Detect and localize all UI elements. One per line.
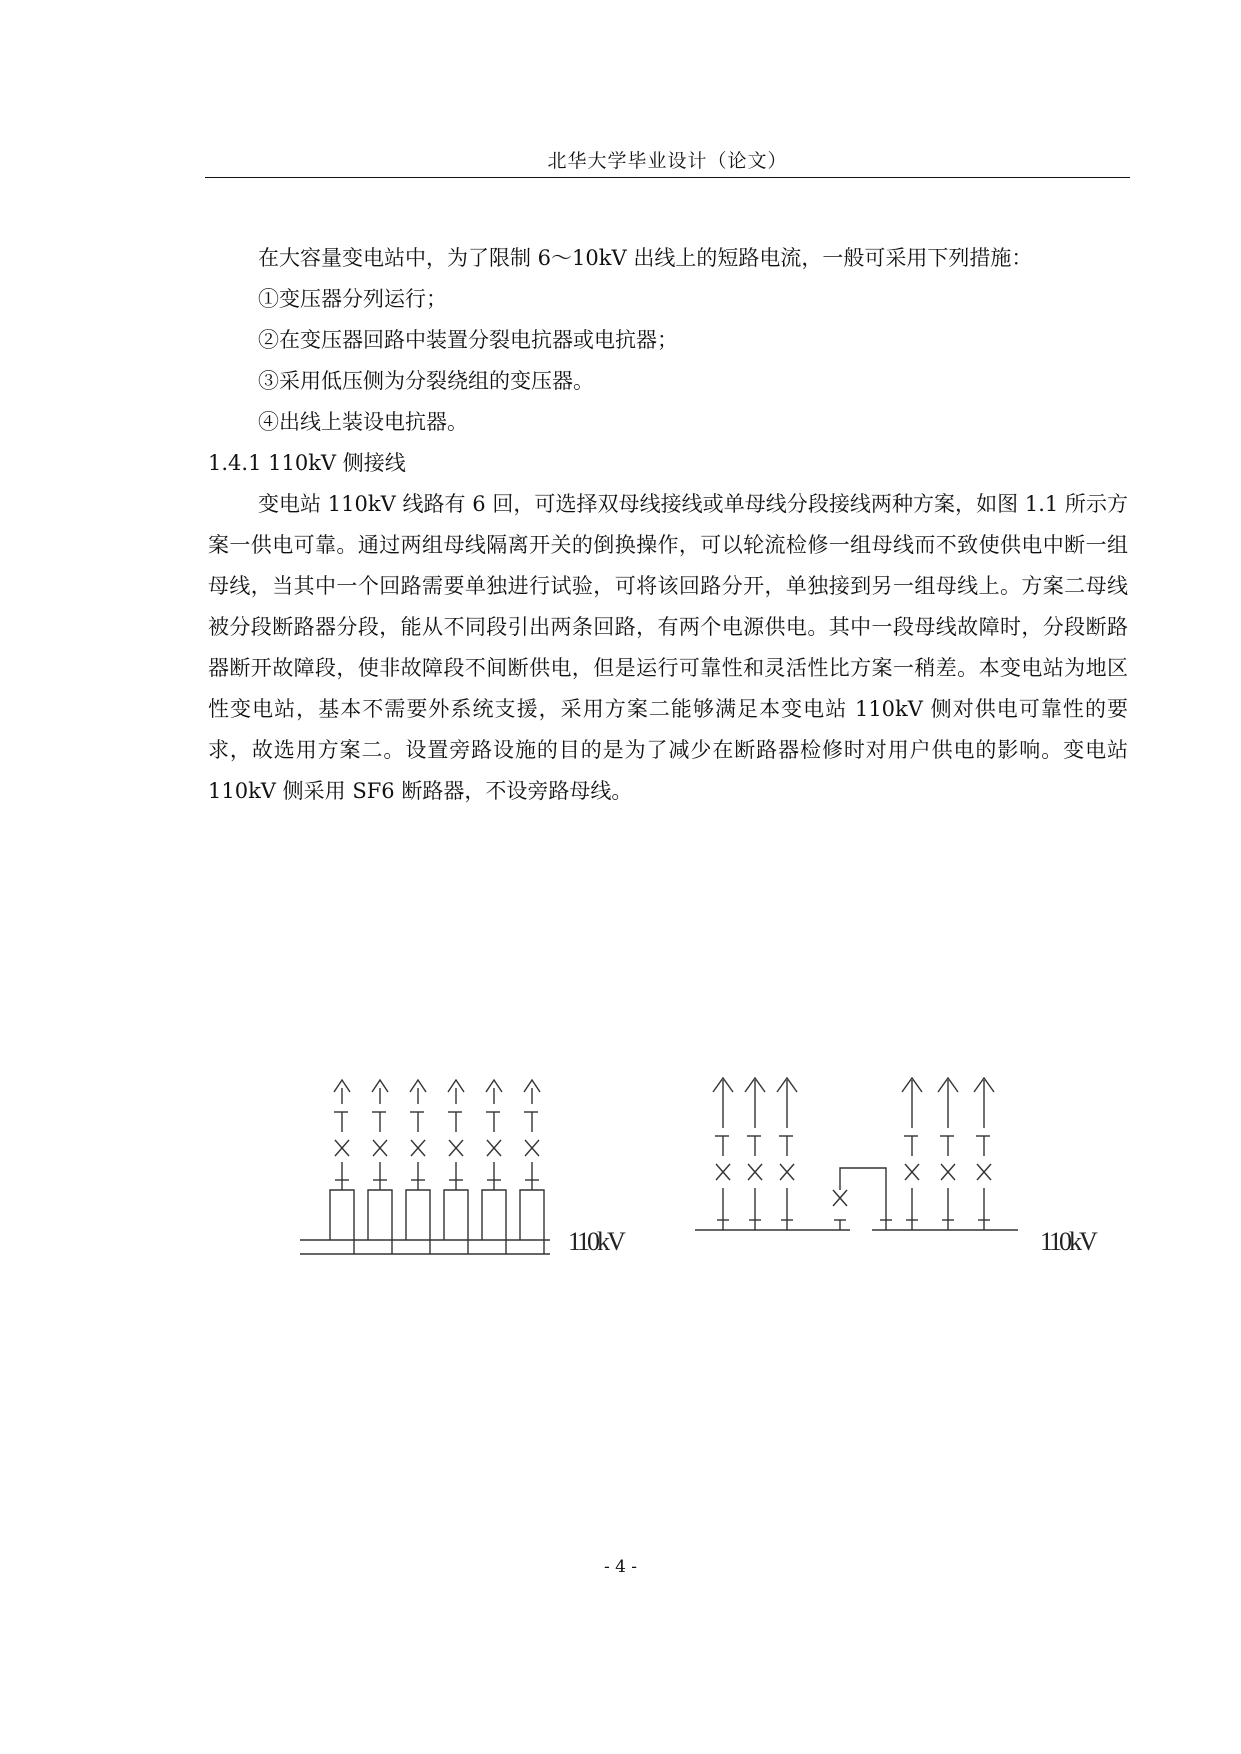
feeder-bay	[713, 1078, 733, 1230]
list-item: ②在变压器回路中装置分裂电抗器或电抗器；	[258, 328, 678, 352]
feeder-bay	[777, 1078, 797, 1230]
paragraph-intro: 在大容量变电站中，为了限制 6～10kV 出线上的短路电流，一般可采用下列措施：	[258, 246, 1033, 270]
scheme-2-sectionalized-bus	[695, 1078, 1098, 1256]
feeder-bay	[482, 1080, 506, 1254]
scheme-1-voltage-label: 110kV	[568, 1227, 623, 1256]
scheme-2-feeders	[713, 1078, 994, 1230]
feeder-bay	[406, 1080, 430, 1254]
feeder-bay	[902, 1078, 922, 1230]
running-header: 北华大学毕业设计（论文）	[547, 150, 788, 172]
header-rule	[205, 177, 1130, 178]
list-item: ④出线上装设电抗器。	[258, 410, 468, 434]
bus-section-breaker	[833, 1168, 892, 1230]
paragraph-110kv: 变电站 110kV 线路有 6 回，可选择双母线接线或单母线分段接线两种方案，如图 1.1 所示方案一供电可靠。通过两组母线隔离开关的倒换操作，可以轮流检修一组母线而不致使供电中断一组母线，当其中一个回路需要单独进行试验，可将该回路分开，单独接到另一组母线上。方案二母线被分段断路器分段，能从不同段引出两条回路，有两个电源供电。其中一段母线故障时，分段断路器断开故障段，使非故障段不间断供电，但是运行可靠性和灵活性比方案一稍差。本变电站为地区性变电站，基本不需要外系统支援，采用方案二能够满足本变电站 110kV 侧对供电可靠性的要求，故选用方案二。设置旁路设施的目的是为了减少在断路器检修时对用户供电的影响。变电站 110kV 侧采用 SF6 断路器，不设旁路母线。	[208, 492, 1128, 803]
page-number: - 4 -	[603, 1557, 638, 1577]
body-text	[208, 238, 1128, 812]
feeder-bay	[938, 1078, 958, 1230]
scheme-1-feeders	[330, 1080, 544, 1254]
feeder-bay	[330, 1080, 354, 1254]
feeder-bay	[974, 1078, 994, 1230]
feeder-bay	[444, 1080, 468, 1254]
list-item: ①变压器分列运行；	[258, 287, 447, 311]
scheme-1-double-bus	[300, 1080, 626, 1256]
feeder-bay	[745, 1078, 765, 1230]
feeder-bay	[368, 1080, 392, 1254]
list-item: ③采用低压侧为分裂绕组的变压器。	[258, 369, 594, 393]
section-heading: 1.4.1 110kV 侧接线	[208, 451, 406, 475]
feeder-bay	[520, 1080, 544, 1254]
wiring-diagram	[290, 1070, 1150, 1270]
scheme-2-voltage-label: 110kV	[1040, 1227, 1095, 1256]
